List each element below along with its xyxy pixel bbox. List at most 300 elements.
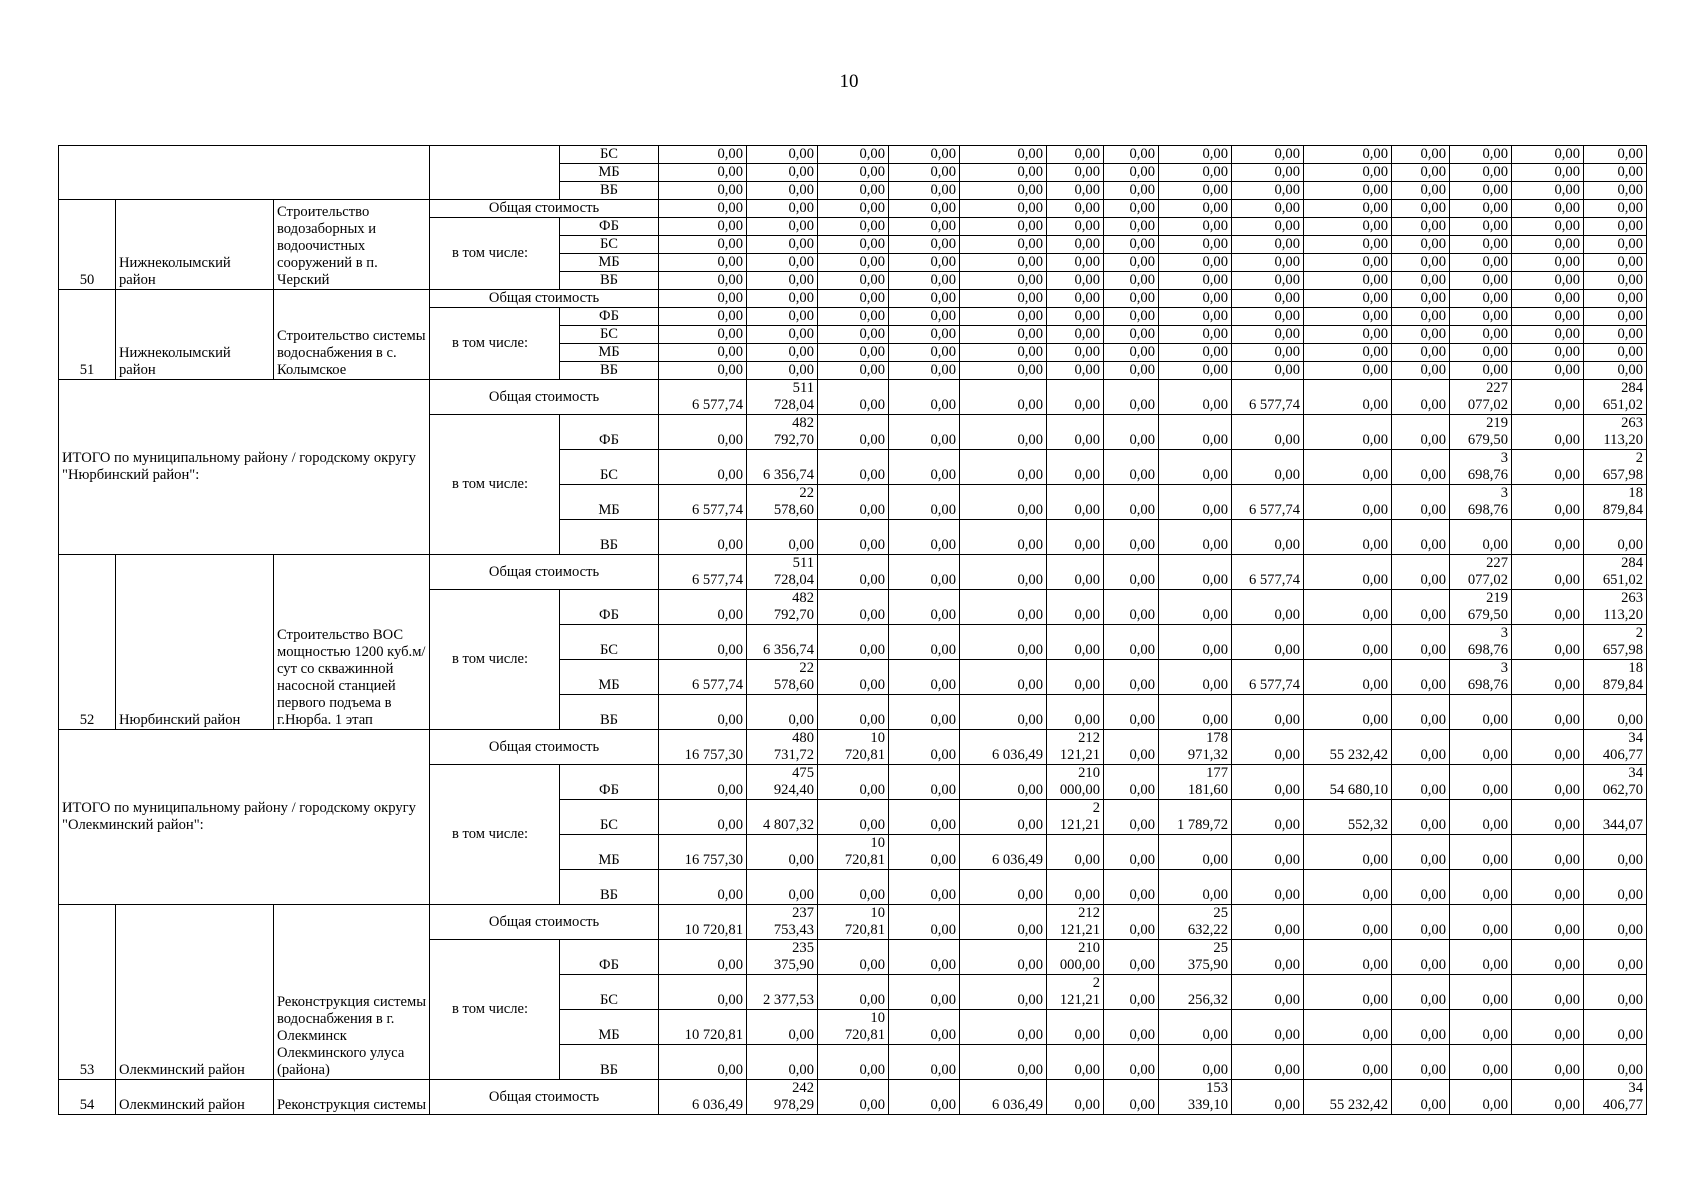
value-cell: 0,00 bbox=[818, 870, 889, 905]
value-cell: 0,00 bbox=[659, 218, 747, 236]
value-cell: 0,00 bbox=[1047, 236, 1104, 254]
value-cell: 0,00 bbox=[1047, 835, 1104, 870]
value-cell: 0,00 bbox=[659, 415, 747, 450]
value-cell: 0,00 bbox=[889, 200, 960, 218]
value-cell: 0,00 bbox=[1104, 200, 1159, 218]
value-cell: 0,00 bbox=[1304, 218, 1392, 236]
table-row bbox=[59, 200, 1647, 218]
value-cell: 235 375,90 bbox=[747, 940, 818, 975]
budget-type: МБ bbox=[560, 1010, 659, 1045]
table-row bbox=[59, 730, 1647, 765]
value-cell: 0,00 bbox=[1304, 272, 1392, 290]
value-cell: 0,00 bbox=[1512, 1010, 1584, 1045]
value-cell: 0,00 bbox=[659, 344, 747, 362]
value-cell: 0,00 bbox=[1104, 218, 1159, 236]
value-cell: 10 720,81 bbox=[818, 1010, 889, 1045]
total-cost-label: Общая стоимость bbox=[430, 290, 659, 308]
value-cell: 0,00 bbox=[1584, 1010, 1647, 1045]
value-cell: 0,00 bbox=[1392, 200, 1450, 218]
value-cell: 0,00 bbox=[1450, 362, 1512, 380]
value-cell: 6 036,49 bbox=[659, 1080, 747, 1115]
value-cell: 0,00 bbox=[1512, 450, 1584, 485]
value-cell: 0,00 bbox=[1232, 1010, 1304, 1045]
value-cell: 0,00 bbox=[1584, 870, 1647, 905]
value-cell: 0,00 bbox=[1392, 695, 1450, 730]
value-cell: 0,00 bbox=[1450, 164, 1512, 182]
total-label: ИТОГО по муниципальному району / городскому округу "Нюрбинский район": bbox=[59, 380, 430, 555]
value-cell: 0,00 bbox=[1450, 905, 1512, 940]
value-cell: 25 632,22 bbox=[1159, 905, 1232, 940]
value-cell: 0,00 bbox=[1450, 695, 1512, 730]
value-cell: 153 339,10 bbox=[1159, 1080, 1232, 1115]
value-cell: 177 181,60 bbox=[1159, 765, 1232, 800]
value-cell: 0,00 bbox=[1392, 326, 1450, 344]
value-cell: 0,00 bbox=[747, 326, 818, 344]
value-cell: 6 036,49 bbox=[960, 1080, 1047, 1115]
value-cell: 0,00 bbox=[1047, 344, 1104, 362]
value-cell: 0,00 bbox=[1232, 362, 1304, 380]
value-cell: 0,00 bbox=[1512, 975, 1584, 1010]
value-cell: 0,00 bbox=[1104, 485, 1159, 520]
budget-type: БС bbox=[560, 146, 659, 164]
value-cell: 0,00 bbox=[1104, 870, 1159, 905]
value-cell: 10 720,81 bbox=[818, 835, 889, 870]
value-cell: 0,00 bbox=[1104, 1045, 1159, 1080]
value-cell: 0,00 bbox=[1450, 236, 1512, 254]
value-cell: 0,00 bbox=[1512, 380, 1584, 415]
table-body bbox=[59, 146, 1647, 1115]
total-cost-label: Общая стоимость bbox=[430, 905, 659, 940]
value-cell: 178 971,32 bbox=[1159, 730, 1232, 765]
value-cell: 0,00 bbox=[1392, 1010, 1450, 1045]
value-cell: 0,00 bbox=[1304, 835, 1392, 870]
value-cell: 0,00 bbox=[889, 218, 960, 236]
value-cell: 0,00 bbox=[1047, 695, 1104, 730]
value-cell: 0,00 bbox=[1104, 660, 1159, 695]
value-cell: 0,00 bbox=[747, 200, 818, 218]
value-cell: 0,00 bbox=[1450, 326, 1512, 344]
value-cell: 0,00 bbox=[1304, 362, 1392, 380]
value-cell: 0,00 bbox=[1450, 290, 1512, 308]
value-cell: 0,00 bbox=[1104, 362, 1159, 380]
value-cell: 0,00 bbox=[1159, 146, 1232, 164]
value-cell: 0,00 bbox=[747, 272, 818, 290]
value-cell: 0,00 bbox=[1512, 1045, 1584, 1080]
value-cell: 0,00 bbox=[1104, 835, 1159, 870]
value-cell: 0,00 bbox=[1047, 520, 1104, 555]
value-cell: 0,00 bbox=[889, 835, 960, 870]
value-cell: 1 789,72 bbox=[1159, 800, 1232, 835]
value-cell: 54 680,10 bbox=[1304, 765, 1392, 800]
value-cell: 0,00 bbox=[1104, 146, 1159, 164]
value-cell: 25 375,90 bbox=[1159, 940, 1232, 975]
value-cell: 0,00 bbox=[1392, 835, 1450, 870]
value-cell: 0,00 bbox=[1159, 290, 1232, 308]
value-cell: 55 232,42 bbox=[1304, 1080, 1392, 1115]
value-cell: 0,00 bbox=[1159, 520, 1232, 555]
row-index: 50 bbox=[59, 200, 116, 290]
district-name: Нижнеколымский район bbox=[116, 200, 274, 290]
value-cell: 0,00 bbox=[889, 308, 960, 326]
value-cell: 0,00 bbox=[1159, 236, 1232, 254]
value-cell: 0,00 bbox=[1392, 1045, 1450, 1080]
table-row bbox=[59, 146, 1647, 164]
budget-type: МБ bbox=[560, 660, 659, 695]
value-cell: 263 113,20 bbox=[1584, 590, 1647, 625]
value-cell: 0,00 bbox=[1232, 200, 1304, 218]
value-cell: 0,00 bbox=[1047, 450, 1104, 485]
value-cell: 0,00 bbox=[960, 520, 1047, 555]
value-cell: 0,00 bbox=[1104, 182, 1159, 200]
value-cell: 2 121,21 bbox=[1047, 975, 1104, 1010]
value-cell: 0,00 bbox=[818, 485, 889, 520]
table-row bbox=[59, 905, 1647, 940]
value-cell: 0,00 bbox=[1104, 236, 1159, 254]
value-cell: 0,00 bbox=[1450, 1080, 1512, 1115]
value-cell: 0,00 bbox=[1232, 765, 1304, 800]
value-cell: 0,00 bbox=[889, 555, 960, 590]
value-cell: 0,00 bbox=[1392, 765, 1450, 800]
value-cell: 6 036,49 bbox=[960, 835, 1047, 870]
value-cell: 0,00 bbox=[889, 182, 960, 200]
value-cell: 0,00 bbox=[659, 800, 747, 835]
value-cell: 0,00 bbox=[1392, 555, 1450, 590]
value-cell: 0,00 bbox=[659, 272, 747, 290]
budget-table bbox=[58, 145, 1647, 1115]
budget-type: ВБ bbox=[560, 182, 659, 200]
value-cell: 0,00 bbox=[889, 326, 960, 344]
value-cell: 0,00 bbox=[1584, 940, 1647, 975]
value-cell: 263 113,20 bbox=[1584, 415, 1647, 450]
value-cell: 0,00 bbox=[889, 625, 960, 660]
value-cell: 0,00 bbox=[1232, 940, 1304, 975]
value-cell: 0,00 bbox=[1232, 590, 1304, 625]
value-cell: 0,00 bbox=[747, 308, 818, 326]
value-cell: 0,00 bbox=[1512, 1080, 1584, 1115]
value-cell: 0,00 bbox=[747, 146, 818, 164]
value-cell: 0,00 bbox=[1304, 200, 1392, 218]
value-cell: 0,00 bbox=[1232, 975, 1304, 1010]
value-cell: 227 077,02 bbox=[1450, 555, 1512, 590]
value-cell: 0,00 bbox=[818, 146, 889, 164]
value-cell: 0,00 bbox=[1159, 1045, 1232, 1080]
value-cell: 0,00 bbox=[1232, 695, 1304, 730]
value-cell: 0,00 bbox=[747, 1010, 818, 1045]
value-cell: 0,00 bbox=[1159, 218, 1232, 236]
value-cell: 0,00 bbox=[1232, 272, 1304, 290]
value-cell: 0,00 bbox=[960, 660, 1047, 695]
value-cell: 6 577,74 bbox=[1232, 485, 1304, 520]
value-cell: 0,00 bbox=[1584, 164, 1647, 182]
value-cell: 0,00 bbox=[1512, 520, 1584, 555]
value-cell: 0,00 bbox=[747, 290, 818, 308]
value-cell: 0,00 bbox=[659, 765, 747, 800]
value-cell: 284 651,02 bbox=[1584, 380, 1647, 415]
value-cell: 0,00 bbox=[889, 362, 960, 380]
value-cell: 0,00 bbox=[1159, 380, 1232, 415]
value-cell: 0,00 bbox=[889, 272, 960, 290]
value-cell: 0,00 bbox=[960, 625, 1047, 660]
value-cell: 0,00 bbox=[818, 344, 889, 362]
value-cell: 0,00 bbox=[1304, 1010, 1392, 1045]
budget-type: ФБ bbox=[560, 590, 659, 625]
value-cell: 0,00 bbox=[659, 254, 747, 272]
value-cell: 0,00 bbox=[1584, 236, 1647, 254]
value-cell: 0,00 bbox=[1104, 800, 1159, 835]
value-cell: 0,00 bbox=[1232, 800, 1304, 835]
value-cell: 0,00 bbox=[659, 236, 747, 254]
value-cell: 0,00 bbox=[960, 326, 1047, 344]
budget-type: ВБ bbox=[560, 870, 659, 905]
value-cell: 0,00 bbox=[1232, 218, 1304, 236]
value-cell: 0,00 bbox=[1104, 590, 1159, 625]
value-cell: 0,00 bbox=[1450, 870, 1512, 905]
value-cell: 0,00 bbox=[747, 164, 818, 182]
value-cell: 0,00 bbox=[659, 940, 747, 975]
value-cell: 344,07 bbox=[1584, 800, 1647, 835]
value-cell: 0,00 bbox=[960, 308, 1047, 326]
budget-type: БС bbox=[560, 625, 659, 660]
value-cell: 0,00 bbox=[1104, 765, 1159, 800]
value-cell: 0,00 bbox=[1104, 695, 1159, 730]
value-cell: 0,00 bbox=[1584, 308, 1647, 326]
value-cell: 0,00 bbox=[960, 146, 1047, 164]
value-cell: 0,00 bbox=[1232, 415, 1304, 450]
value-cell: 0,00 bbox=[1104, 415, 1159, 450]
budget-type: БС bbox=[560, 326, 659, 344]
total-cost-label: Общая стоимость bbox=[430, 555, 659, 590]
value-cell: 0,00 bbox=[1104, 975, 1159, 1010]
value-cell: 0,00 bbox=[1159, 695, 1232, 730]
value-cell: 6 356,74 bbox=[747, 450, 818, 485]
budget-type: БС bbox=[560, 236, 659, 254]
value-cell: 0,00 bbox=[1232, 182, 1304, 200]
value-cell: 210 000,00 bbox=[1047, 765, 1104, 800]
value-cell: 0,00 bbox=[1232, 905, 1304, 940]
value-cell: 284 651,02 bbox=[1584, 555, 1647, 590]
value-cell: 0,00 bbox=[960, 272, 1047, 290]
value-cell: 0,00 bbox=[1232, 344, 1304, 362]
value-cell: 0,00 bbox=[1512, 254, 1584, 272]
value-cell: 0,00 bbox=[1047, 308, 1104, 326]
total-cost-label: Общая стоимость bbox=[430, 1080, 659, 1115]
value-cell: 0,00 bbox=[818, 765, 889, 800]
value-cell: 2 657,98 bbox=[1584, 450, 1647, 485]
value-cell: 10 720,81 bbox=[659, 1010, 747, 1045]
value-cell: 0,00 bbox=[1304, 290, 1392, 308]
value-cell: 0,00 bbox=[960, 975, 1047, 1010]
value-cell: 0,00 bbox=[889, 520, 960, 555]
value-cell: 0,00 bbox=[818, 555, 889, 590]
budget-type: ВБ bbox=[560, 520, 659, 555]
value-cell: 0,00 bbox=[1450, 1010, 1512, 1045]
value-cell: 6 036,49 bbox=[960, 730, 1047, 765]
value-cell: 6 356,74 bbox=[747, 625, 818, 660]
value-cell: 0,00 bbox=[1047, 1080, 1104, 1115]
value-cell: 0,00 bbox=[960, 590, 1047, 625]
value-cell: 0,00 bbox=[889, 765, 960, 800]
value-cell: 0,00 bbox=[1512, 625, 1584, 660]
value-cell: 0,00 bbox=[1392, 1080, 1450, 1115]
value-cell: 0,00 bbox=[818, 695, 889, 730]
value-cell: 0,00 bbox=[1047, 1010, 1104, 1045]
value-cell: 0,00 bbox=[747, 254, 818, 272]
value-cell: 0,00 bbox=[659, 326, 747, 344]
value-cell: 0,00 bbox=[1512, 272, 1584, 290]
budget-type: ВБ bbox=[560, 272, 659, 290]
value-cell: 0,00 bbox=[1232, 308, 1304, 326]
value-cell: 0,00 bbox=[1159, 344, 1232, 362]
value-cell: 0,00 bbox=[889, 730, 960, 765]
value-cell: 0,00 bbox=[1304, 236, 1392, 254]
value-cell: 10 720,81 bbox=[818, 905, 889, 940]
including-label: в том числе: bbox=[430, 940, 560, 1080]
value-cell: 0,00 bbox=[1450, 182, 1512, 200]
value-cell: 22 578,60 bbox=[747, 485, 818, 520]
value-cell: 0,00 bbox=[1232, 730, 1304, 765]
table-row bbox=[59, 555, 1647, 590]
value-cell: 16 757,30 bbox=[659, 730, 747, 765]
value-cell: 0,00 bbox=[818, 290, 889, 308]
value-cell: 3 698,76 bbox=[1450, 660, 1512, 695]
value-cell: 0,00 bbox=[960, 450, 1047, 485]
value-cell: 0,00 bbox=[1392, 905, 1450, 940]
project-name: Реконструкция системы водоснабжения в г. Олекминск Олекминского улуса (района) bbox=[274, 905, 430, 1080]
value-cell: 0,00 bbox=[659, 200, 747, 218]
value-cell: 0,00 bbox=[1232, 236, 1304, 254]
district-name: Нюрбинский район bbox=[116, 555, 274, 730]
budget-type: ВБ bbox=[560, 362, 659, 380]
value-cell: 0,00 bbox=[1104, 625, 1159, 660]
table-row bbox=[59, 1080, 1647, 1115]
value-cell: 0,00 bbox=[1584, 362, 1647, 380]
value-cell: 0,00 bbox=[1512, 218, 1584, 236]
value-cell: 0,00 bbox=[818, 1045, 889, 1080]
value-cell: 0,00 bbox=[1512, 236, 1584, 254]
value-cell: 0,00 bbox=[1450, 308, 1512, 326]
value-cell: 0,00 bbox=[1512, 835, 1584, 870]
value-cell: 0,00 bbox=[1450, 146, 1512, 164]
blank-cell bbox=[430, 146, 560, 200]
value-cell: 0,00 bbox=[1104, 254, 1159, 272]
value-cell: 0,00 bbox=[1512, 146, 1584, 164]
value-cell: 0,00 bbox=[1584, 272, 1647, 290]
value-cell: 0,00 bbox=[659, 308, 747, 326]
value-cell: 0,00 bbox=[1584, 695, 1647, 730]
value-cell: 0,00 bbox=[1512, 308, 1584, 326]
value-cell: 0,00 bbox=[1232, 146, 1304, 164]
value-cell: 0,00 bbox=[1450, 344, 1512, 362]
value-cell: 0,00 bbox=[960, 1010, 1047, 1045]
row-index: 51 bbox=[59, 290, 116, 380]
budget-type: МБ bbox=[560, 485, 659, 520]
value-cell: 0,00 bbox=[889, 1045, 960, 1080]
value-cell: 0,00 bbox=[818, 450, 889, 485]
value-cell: 0,00 bbox=[960, 1045, 1047, 1080]
budget-type: ВБ bbox=[560, 695, 659, 730]
value-cell: 0,00 bbox=[1304, 1045, 1392, 1080]
value-cell: 0,00 bbox=[659, 362, 747, 380]
value-cell: 0,00 bbox=[818, 415, 889, 450]
value-cell: 0,00 bbox=[747, 344, 818, 362]
value-cell: 0,00 bbox=[889, 590, 960, 625]
value-cell: 0,00 bbox=[818, 940, 889, 975]
value-cell: 0,00 bbox=[1304, 164, 1392, 182]
total-cost-label: Общая стоимость bbox=[430, 730, 659, 765]
value-cell: 0,00 bbox=[747, 362, 818, 380]
value-cell: 0,00 bbox=[1512, 362, 1584, 380]
value-cell: 0,00 bbox=[889, 380, 960, 415]
value-cell: 0,00 bbox=[818, 590, 889, 625]
value-cell: 0,00 bbox=[1104, 1010, 1159, 1045]
value-cell: 0,00 bbox=[1584, 146, 1647, 164]
value-cell: 0,00 bbox=[1104, 940, 1159, 975]
value-cell: 0,00 bbox=[889, 975, 960, 1010]
value-cell: 0,00 bbox=[1450, 218, 1512, 236]
value-cell: 0,00 bbox=[818, 380, 889, 415]
value-cell: 0,00 bbox=[1232, 254, 1304, 272]
value-cell: 0,00 bbox=[1304, 254, 1392, 272]
including-label: в том числе: bbox=[430, 218, 560, 290]
value-cell: 6 577,74 bbox=[1232, 555, 1304, 590]
value-cell: 0,00 bbox=[1512, 182, 1584, 200]
value-cell: 6 577,74 bbox=[659, 485, 747, 520]
value-cell: 2 121,21 bbox=[1047, 800, 1104, 835]
value-cell: 237 753,43 bbox=[747, 905, 818, 940]
value-cell: 0,00 bbox=[1304, 326, 1392, 344]
value-cell: 0,00 bbox=[659, 164, 747, 182]
value-cell: 0,00 bbox=[818, 254, 889, 272]
value-cell: 0,00 bbox=[1512, 344, 1584, 362]
value-cell: 0,00 bbox=[1159, 415, 1232, 450]
value-cell: 0,00 bbox=[659, 450, 747, 485]
value-cell: 0,00 bbox=[1232, 625, 1304, 660]
value-cell: 0,00 bbox=[1392, 182, 1450, 200]
value-cell: 0,00 bbox=[1159, 660, 1232, 695]
value-cell: 0,00 bbox=[1304, 660, 1392, 695]
value-cell: 0,00 bbox=[1450, 520, 1512, 555]
value-cell: 0,00 bbox=[818, 326, 889, 344]
value-cell: 0,00 bbox=[1159, 555, 1232, 590]
budget-type: ВБ bbox=[560, 1045, 659, 1080]
budget-type: ФБ bbox=[560, 308, 659, 326]
value-cell: 0,00 bbox=[1450, 835, 1512, 870]
district-name: Олекминский район bbox=[116, 905, 274, 1080]
value-cell: 3 698,76 bbox=[1450, 485, 1512, 520]
blank-cell bbox=[59, 146, 430, 200]
value-cell: 0,00 bbox=[960, 905, 1047, 940]
value-cell: 0,00 bbox=[1047, 200, 1104, 218]
value-cell: 0,00 bbox=[1304, 344, 1392, 362]
value-cell: 0,00 bbox=[818, 236, 889, 254]
value-cell: 0,00 bbox=[1047, 660, 1104, 695]
value-cell: 0,00 bbox=[1392, 290, 1450, 308]
value-cell: 0,00 bbox=[747, 218, 818, 236]
value-cell: 0,00 bbox=[1159, 485, 1232, 520]
value-cell: 219 679,50 bbox=[1450, 415, 1512, 450]
value-cell: 0,00 bbox=[1159, 450, 1232, 485]
value-cell: 0,00 bbox=[1512, 485, 1584, 520]
value-cell: 0,00 bbox=[1104, 272, 1159, 290]
value-cell: 0,00 bbox=[1304, 870, 1392, 905]
value-cell: 0,00 bbox=[659, 870, 747, 905]
value-cell: 22 578,60 bbox=[747, 660, 818, 695]
budget-type: МБ bbox=[560, 164, 659, 182]
value-cell: 0,00 bbox=[1512, 326, 1584, 344]
row-index: 53 bbox=[59, 905, 116, 1080]
value-cell: 0,00 bbox=[1232, 450, 1304, 485]
value-cell: 0,00 bbox=[1159, 272, 1232, 290]
